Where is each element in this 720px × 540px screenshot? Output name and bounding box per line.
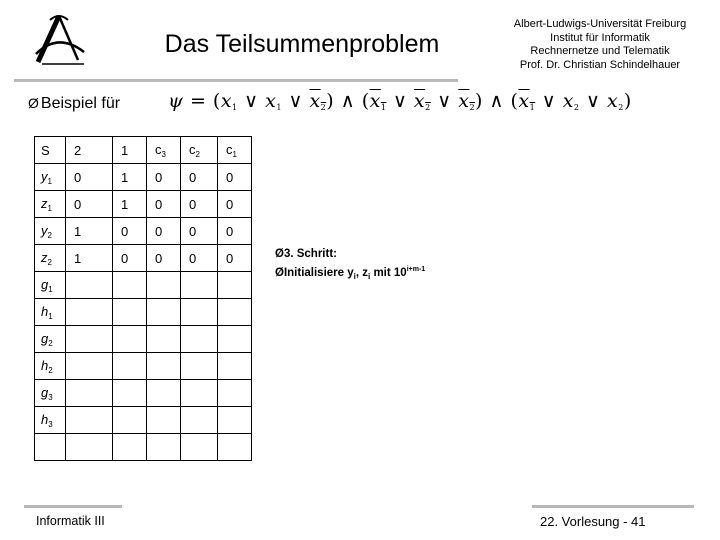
title-rule [106, 79, 458, 82]
table-cell [66, 407, 113, 434]
example-label: Beispiel für [40, 95, 121, 112]
table-cell: 0 [147, 245, 181, 272]
table-cell [113, 299, 147, 326]
table-row [35, 434, 252, 461]
table-cell [147, 299, 181, 326]
table-cell: 0 [181, 245, 218, 272]
step-desc-sub: i [368, 271, 371, 281]
table-cell: 0 [147, 218, 181, 245]
table-row [35, 407, 252, 434]
table-cell [113, 326, 147, 353]
arrow-bullet-icon: Ø [275, 248, 284, 260]
table-cell [113, 380, 147, 407]
table-cell [181, 380, 218, 407]
table-row [35, 245, 252, 272]
page-title: Das Teilsummenproblem [164, 30, 440, 58]
formula-and: ∧ [482, 90, 511, 112]
row-label: $z_2$ [35, 245, 66, 272]
step-desc-b: , z [355, 266, 369, 279]
table-cell [113, 272, 147, 299]
table-header-row [35, 137, 252, 164]
table-row [35, 299, 252, 326]
formula-lhs: ψ = [168, 90, 213, 112]
row-label: $y_2$ [35, 218, 66, 245]
row-label [35, 434, 66, 461]
formula-clause-3: ($x_1$ ∨ $x_2$ ∨ $x_2$) [510, 90, 632, 112]
institution-line: Rechnernetze und Telematik [530, 45, 670, 57]
step-desc-c: mit 10 [370, 266, 407, 279]
row-label: $z_1$ [35, 191, 66, 218]
arrow-bullet-icon: Ø [28, 95, 39, 111]
table-cell [181, 272, 218, 299]
step-description [275, 262, 425, 285]
step-desc-sub: i [353, 271, 356, 281]
header-cell: S [35, 137, 66, 164]
example-heading [28, 95, 120, 113]
table-row [35, 326, 252, 353]
table-cell [218, 407, 252, 434]
table-cell [113, 407, 147, 434]
title-rule-left [14, 79, 106, 82]
footer-course: Informatik III [36, 514, 105, 528]
table-cell [66, 380, 113, 407]
table-cell: 0 [66, 164, 113, 191]
footer-rule-right [532, 505, 694, 508]
table-cell: 0 [218, 245, 252, 272]
table-cell: 0 [181, 191, 218, 218]
row-label: $h_2$ [35, 353, 66, 380]
table-row [35, 380, 252, 407]
table-cell [147, 434, 181, 461]
table-cell [181, 434, 218, 461]
table-cell: 0 [113, 245, 147, 272]
step-title-text: 3. Schritt: [283, 248, 337, 260]
footer-lecture: 22. Vorlesung - 41 [540, 514, 646, 529]
formula-clause-1: ($x_1$ ∨ $x_1$ ∨ $x_2$) [212, 90, 335, 112]
table-cell [218, 434, 252, 461]
formula [168, 90, 632, 112]
header-cell: 1 [113, 137, 147, 164]
table-cell [218, 299, 252, 326]
table-cell [218, 326, 252, 353]
step-desc-exp: i+m-1 [406, 266, 426, 273]
step-title [275, 246, 425, 262]
table-cell [147, 380, 181, 407]
table-cell: 1 [66, 218, 113, 245]
row-label: $y_1$ [35, 164, 66, 191]
step-desc-a: Initialisiere y [283, 266, 354, 279]
table-cell: 0 [181, 218, 218, 245]
subset-sum-table [34, 136, 252, 461]
table-cell [66, 299, 113, 326]
table-cell: 0 [218, 164, 252, 191]
formula-clause-2: ($x_1$ ∨ $x_2$ ∨ $x_2$) [361, 90, 483, 112]
table-cell [181, 353, 218, 380]
institution-line: Albert-Ludwigs-Universität Freiburg [513, 18, 687, 30]
table-cell: 1 [113, 164, 147, 191]
table-cell: 0 [66, 191, 113, 218]
table-cell [181, 326, 218, 353]
footer-rule-left [24, 505, 122, 508]
table-cell: 0 [181, 164, 218, 191]
institution-block [500, 18, 700, 72]
table-cell [113, 353, 147, 380]
table-cell [147, 272, 181, 299]
step-text [275, 246, 425, 285]
table-cell [181, 299, 218, 326]
row-label: $h_3$ [35, 407, 66, 434]
institution-line: Institut für Informatik [550, 31, 650, 44]
row-label: $g_3$ [35, 380, 66, 407]
table-cell: 1 [113, 191, 147, 218]
table-cell: 1 [66, 245, 113, 272]
table-cell: 0 [218, 218, 252, 245]
table-cell [147, 326, 181, 353]
table-cell [66, 353, 113, 380]
table-cell [113, 434, 147, 461]
row-label: $g_2$ [35, 326, 66, 353]
header-cell: $c_1$ [218, 137, 252, 164]
table-row [35, 272, 252, 299]
table-row [35, 218, 252, 245]
table-cell [66, 326, 113, 353]
table-cell [147, 407, 181, 434]
table-cell [147, 353, 181, 380]
table-cell [66, 272, 113, 299]
table-cell: 0 [147, 164, 181, 191]
university-logo-icon [28, 10, 90, 68]
header-cell: 2 [66, 137, 113, 164]
table-row [35, 164, 252, 191]
formula-and: ∧ [334, 90, 362, 112]
row-label: $g_1$ [35, 272, 66, 299]
table-cell [181, 407, 218, 434]
table-row [35, 353, 252, 380]
arrow-bullet-icon: Ø [275, 266, 284, 279]
header-cell: $c_3$ [147, 137, 181, 164]
table-cell: 0 [113, 218, 147, 245]
table-cell: 0 [147, 191, 181, 218]
table-cell [218, 380, 252, 407]
table-row [35, 191, 252, 218]
table-cell [218, 272, 252, 299]
table-cell: 0 [218, 191, 252, 218]
table-cell [66, 434, 113, 461]
row-label: $h_1$ [35, 299, 66, 326]
table-cell [218, 353, 252, 380]
header-cell: $c_2$ [181, 137, 218, 164]
institution-line: Prof. Dr. Christian Schindelhauer [519, 58, 681, 71]
